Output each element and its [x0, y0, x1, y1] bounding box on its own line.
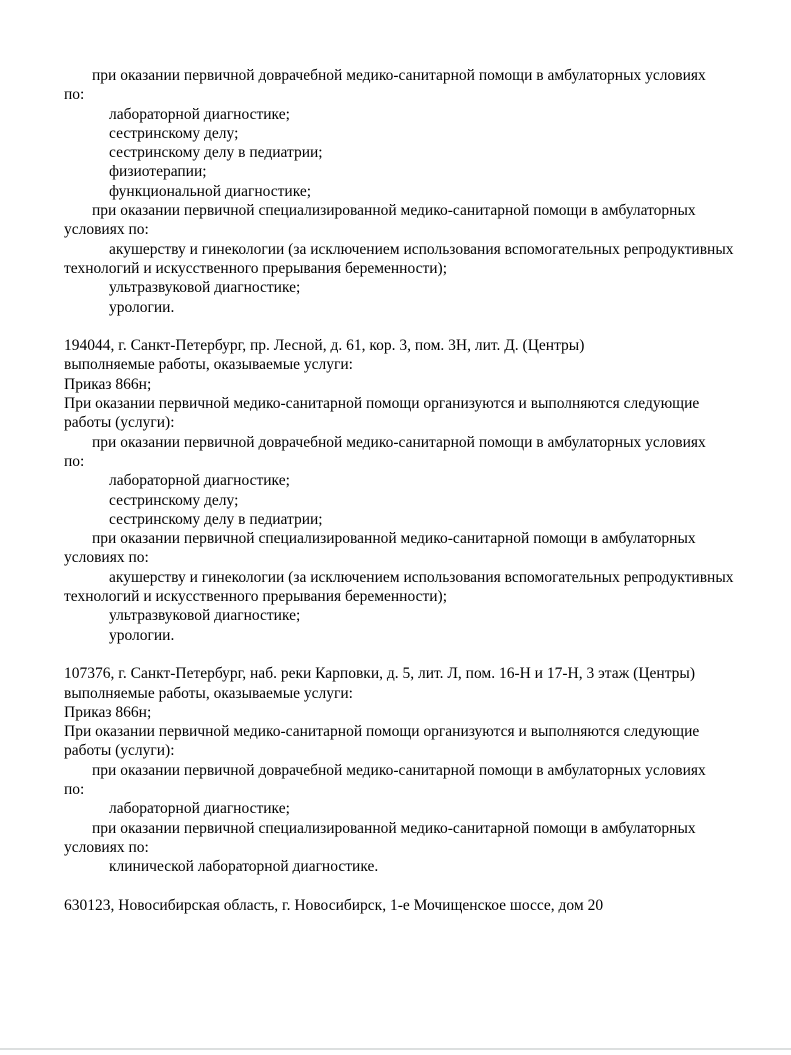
doc-line: сестринскому делу; — [109, 491, 239, 509]
doc-line: сестринскому делу; — [109, 124, 239, 142]
doc-line: При оказании первичной медико-санитарной помощи организуются и выполняются следующие — [64, 723, 700, 741]
doc-line: ультразвуковой диагностике; — [109, 279, 301, 297]
address-line: 107376, г. Санкт-Петербург, наб. реки Карповки, д. 5, лит. Л, пом. 16-Н и 17-Н, 3 этаж (Центры) — [64, 665, 695, 683]
doc-line: акушерству и гинекологии (за исключением использования вспомогательных репродуктивных — [109, 568, 734, 586]
doc-line: работы (услуги): — [64, 414, 175, 432]
doc-line: по: — [64, 86, 85, 104]
doc-line: функциональной диагностике; — [109, 182, 312, 200]
footer-divider — [0, 1048, 791, 1050]
doc-line: лабораторной диагностике; — [109, 105, 290, 123]
doc-line: при оказании первичной специализированной медико-санитарной помощи в амбулаторных — [92, 202, 696, 220]
address-line: 194044, г. Санкт-Петербург, пр. Лесной, д. 61, кор. 3, пом. 3Н, лит. Д. (Центры) — [64, 337, 585, 355]
doc-line: условиях по: — [64, 549, 149, 567]
license-section-address-630123 — [64, 896, 755, 915]
doc-line: акушерству и гинекологии (за исключением использования вспомогательных репродуктивных — [109, 240, 734, 258]
doc-line: лабораторной диагностике; — [109, 800, 290, 818]
doc-line: ультразвуковой диагностике; — [109, 607, 301, 625]
doc-line: выполняемые работы, оказываемые услуги: — [64, 684, 353, 702]
license-section-address-107376 — [64, 664, 755, 876]
doc-line: При оказании первичной медико-санитарной помощи организуются и выполняются следующие — [64, 395, 700, 413]
doc-line: сестринскому делу в педиатрии; — [109, 144, 323, 162]
doc-line: при оказании первичной специализированной медико-санитарной помощи в амбулаторных — [92, 819, 696, 837]
license-section-address-194044 — [64, 336, 755, 645]
doc-line: лабораторной диагностике; — [109, 472, 290, 490]
doc-line: при оказании первичной доврачебной медико-санитарной помощи в амбулаторных условиях — [92, 67, 706, 84]
license-section-works-continuation — [64, 66, 755, 317]
doc-line: при оказании первичной доврачебной медико-санитарной помощи в амбулаторных условиях — [92, 433, 706, 451]
doc-line: работы (услуги): — [64, 742, 175, 760]
doc-line: клинической лабораторной диагностике. — [109, 858, 379, 876]
doc-line: технологий и искусственного прерывания беременности); — [64, 259, 448, 277]
doc-line: выполняемые работы, оказываемые услуги: — [64, 356, 353, 374]
doc-line: Приказ 866н; — [64, 375, 152, 393]
doc-line: технологий и искусственного прерывания беременности); — [64, 588, 448, 606]
doc-line: урологии. — [109, 626, 175, 644]
doc-line: условиях по: — [64, 838, 149, 856]
doc-line: сестринскому делу в педиатрии; — [109, 510, 323, 528]
doc-line: при оказании первичной специализированной медико-санитарной помощи в амбулаторных — [92, 530, 696, 548]
address-line: 630123, Новосибирская область, г. Новосибирск, 1-е Мочищенское шоссе, дом 20 — [64, 896, 604, 914]
doc-line: при оказании первичной доврачебной медико-санитарной помощи в амбулаторных условиях — [92, 761, 706, 779]
doc-line: условиях по: — [64, 221, 149, 239]
doc-line: по: — [64, 452, 85, 470]
doc-line: по: — [64, 780, 85, 798]
doc-line: Приказ 866н; — [64, 703, 152, 721]
doc-line: физиотерапии; — [109, 163, 207, 181]
doc-line: урологии. — [109, 298, 175, 316]
